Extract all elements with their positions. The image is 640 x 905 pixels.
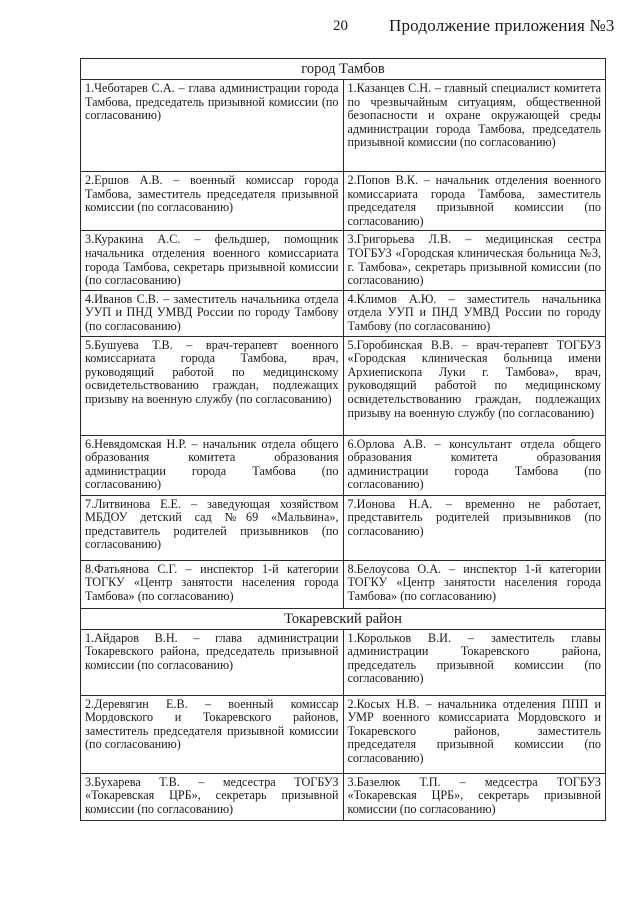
main-member-7: 7.Литвинова Е.Е. – заведующая хозяйством МБДОУ детский сад №69 «Мальвина», представитель родителей призывников (по согласованию) <box>81 495 344 560</box>
appendix-title: Продолжение приложения №3 <box>389 16 615 35</box>
reserve-member-7: 7.Ионова Н.А. – временно не работает, представитель родителей призывников (по согласованию) <box>343 495 606 560</box>
reserve-member-8: 8.Белоусова О.А. – инспектор 1-й категории ТОГКУ «Центр занятости населения города Тамбова» (по согласованию) <box>343 560 606 608</box>
page-number: 20 <box>333 18 348 34</box>
main-member-3: 3.Бухарева Т.В. – медсестра ТОГБУЗ «Токаревская ЦРБ», секретарь призывной комиссии (по согласованию) <box>81 773 344 820</box>
main-member-5: 5.Бушуева Т.В. – врач-терапевт военного комиссариата города Тамбова, врач, руководящий работой по медицинскому освидетельствованию граждан, подлежащих призыву на военную службу (по согласованию) <box>81 336 344 435</box>
section-header-row <box>81 608 606 629</box>
table-row <box>81 172 606 231</box>
reserve-member-2: 2.Косых Н.В. – начальника отделения ППП и УМР военного комиссариата Мордовского и Токаревского районов, заместитель председателя призывной комиссии (по согласованию) <box>343 695 606 773</box>
table-row <box>81 80 606 172</box>
main-member-3: 3.Куракина А.С. – фельдшер, помощник начальника отделения военного комиссариата города Тамбова, секретарь призывной комиссии (по согласованию) <box>81 231 344 290</box>
reserve-member-1: 1.Корольков В.И. – заместитель главы администрации Токаревского района, председатель призывной комиссии (по согласованию) <box>343 629 606 695</box>
table-row <box>81 695 606 773</box>
main-member-4: 4.Иванов С.В. – заместитель начальника отдела УУП и ПНД УМВД России по городу Тамбову (по согласованию) <box>81 290 344 336</box>
reserve-member-4: 4.Климов А.Ю. – заместитель начальника отдела УУП и ПНД УМВД России по городу Тамбову (по согласованию) <box>343 290 606 336</box>
main-member-2: 2.Деревягин Е.В. – военный комиссар Мордовского и Токаревского районов, заместитель председателя призывной комиссии (по согласованию) <box>81 695 344 773</box>
table-row <box>81 290 606 336</box>
main-member-1: 1.Чеботарев С.А. – глава администрации города Тамбова, председатель призывной комиссии (по согласованию) <box>81 80 344 172</box>
commission-roster-table <box>80 58 606 821</box>
main-member-1: 1.Айдаров В.Н. – глава администрации Токаревского района, председатель призывной комиссии (по согласованию) <box>81 629 344 695</box>
page-header <box>0 14 640 38</box>
main-member-2: 2.Ершов А.В. – военный комиссар города Тамбова, заместитель председателя призывной комиссии (по согласованию) <box>81 172 344 231</box>
table-row <box>81 495 606 560</box>
section-title-tokarevsky: Токаревский район <box>81 608 606 629</box>
reserve-member-3: 3.Григорьева Л.В. – медицинская сестра ТОГБУЗ «Городская клиническая больница №3, г. Тамбова», секретарь призывной комиссии (по согласованию) <box>343 231 606 290</box>
table-row <box>81 560 606 608</box>
main-member-8: 8.Фатьянова С.Г. – инспектор 1-й категории ТОГКУ «Центр занятости населения города Тамбова» (по согласованию) <box>81 560 344 608</box>
reserve-member-3: 3.Базелюк Т.П. – медсестра ТОГБУЗ «Токаревская ЦРБ», секретарь призывной комиссии (по согласованию) <box>343 773 606 820</box>
reserve-member-1: 1.Казанцев С.Н. – главный специалист комитета по чрезвычайным ситуациям, общественной безопасности и охране окружающей среды администрации города Тамбова, председатель призывной комиссии (по согласованию) <box>343 80 606 172</box>
reserve-member-6: 6.Орлова А.В. – консультант отдела общего образования комитета образования администрации города Тамбова (по согласованию) <box>343 435 606 495</box>
table-row <box>81 231 606 290</box>
table-row <box>81 435 606 495</box>
main-member-6: 6.Невядомская Н.Р. – начальник отдела общего образования комитета образования администрации города Тамбова (по согласованию) <box>81 435 344 495</box>
reserve-member-5: 5.Горобинская В.В. – врач-терапевт ТОГБУЗ «Городская клиническая больница имени Архиепископа Луки г. Тамбова», врач, руководящий работой по медицинскому освидетельствованию граждан, подлежащих призыву на военную службу (по согласованию) <box>343 336 606 435</box>
section-title-tambov: город Тамбов <box>81 59 606 80</box>
table-row <box>81 773 606 820</box>
table-row <box>81 336 606 435</box>
section-header-row <box>81 59 606 80</box>
reserve-member-2: 2.Попов В.К. – начальник отделения военного комиссариата города Тамбова, заместитель председателя призывной комиссии (по согласованию) <box>343 172 606 231</box>
table-row <box>81 629 606 695</box>
